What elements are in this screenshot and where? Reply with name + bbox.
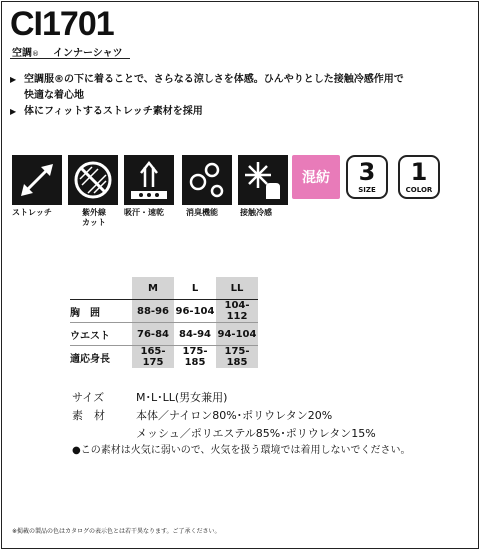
size-header-m: M (132, 277, 174, 300)
size-header-l: L (174, 277, 216, 300)
table-row (70, 346, 258, 369)
series-name: 空調® (12, 48, 39, 59)
spec-size (72, 389, 376, 407)
icon-label-contact-cooling: 接触冷感 (240, 208, 272, 217)
stretch-icon (12, 155, 62, 205)
color-count-badge: 1 COLOR (398, 155, 440, 199)
feature-item-continuation: 快適な着心地 (24, 90, 84, 101)
row-label: 胸 囲 (70, 300, 132, 323)
spec-material (72, 407, 376, 425)
size-table (70, 277, 258, 368)
feature-item: ▶ 空調服®の下に着ることで、さらなる涼しさを体感。ひんやりとした接触冷感作用で (10, 72, 404, 88)
product-code: CI1701 (10, 5, 114, 43)
spec-material-cont (72, 425, 376, 443)
contact-cooling-icon (238, 155, 288, 205)
icon-label-uv-cut: 紫外線 カット (82, 208, 106, 227)
table-cell: 165-175 (132, 346, 174, 369)
uv-cut-icon (68, 155, 118, 205)
table-cell: 84-94 (174, 323, 216, 346)
size-table-header (70, 277, 258, 300)
bullet-triangle-icon: ▶ (10, 107, 17, 116)
table-row (70, 323, 258, 346)
icon-label-stretch: ストレッチ (12, 208, 52, 217)
table-cell: 76-84 (132, 323, 174, 346)
spec-label: 素 材 (72, 409, 105, 422)
table-row (70, 300, 258, 323)
size-count-badge: 3 SIZE (346, 155, 388, 199)
sweat-absorb-quick-dry-icon (124, 155, 174, 205)
table-cell: 175-185 (182, 346, 208, 368)
row-label: ウエスト (70, 323, 132, 346)
feature-item: ▶ 体にフィットするストレッチ素材を採用 (10, 104, 404, 120)
table-cell: 94-104 (216, 323, 258, 346)
row-label: 適応身長 (70, 353, 110, 365)
spec-value: メッシュ／ポリエステル85%･ポリウレタン15% (136, 427, 376, 440)
title-divider (10, 58, 130, 59)
spec-value: M･L･LL(男女兼用) (136, 391, 228, 404)
table-cell: 175-185 (216, 346, 258, 369)
product-name: インナーシャツ (53, 48, 123, 59)
product-subtitle (12, 44, 123, 59)
icon-label-deodorant: 消臭機能 (186, 208, 218, 217)
spec-value: 本体／ナイロン80%･ポリウレタン20% (136, 409, 333, 422)
color-disclaimer: ※掲載の製品の色はカタログの表示色とは若干異なります。ご了承ください。 (12, 528, 221, 535)
fire-warning-note: ●この素材は火気に弱いので、火気を扱う環境では着用しないでください。 (72, 445, 411, 456)
product-sheet (1, 1, 479, 549)
table-cell: 104-112 (216, 300, 258, 323)
spec-label: サイズ (72, 391, 105, 404)
table-cell: 88-96 (132, 300, 174, 323)
blend-badge: 混紡 (292, 155, 340, 199)
spec-list (72, 389, 376, 443)
deodorant-icon (182, 155, 232, 205)
size-header-ll: LL (216, 277, 258, 300)
bullet-triangle-icon: ▶ (10, 75, 17, 84)
table-cell: 96-104 (174, 300, 216, 323)
icon-label-sweat-dry: 吸汗・速乾 (124, 208, 164, 217)
feature-list (10, 72, 404, 120)
